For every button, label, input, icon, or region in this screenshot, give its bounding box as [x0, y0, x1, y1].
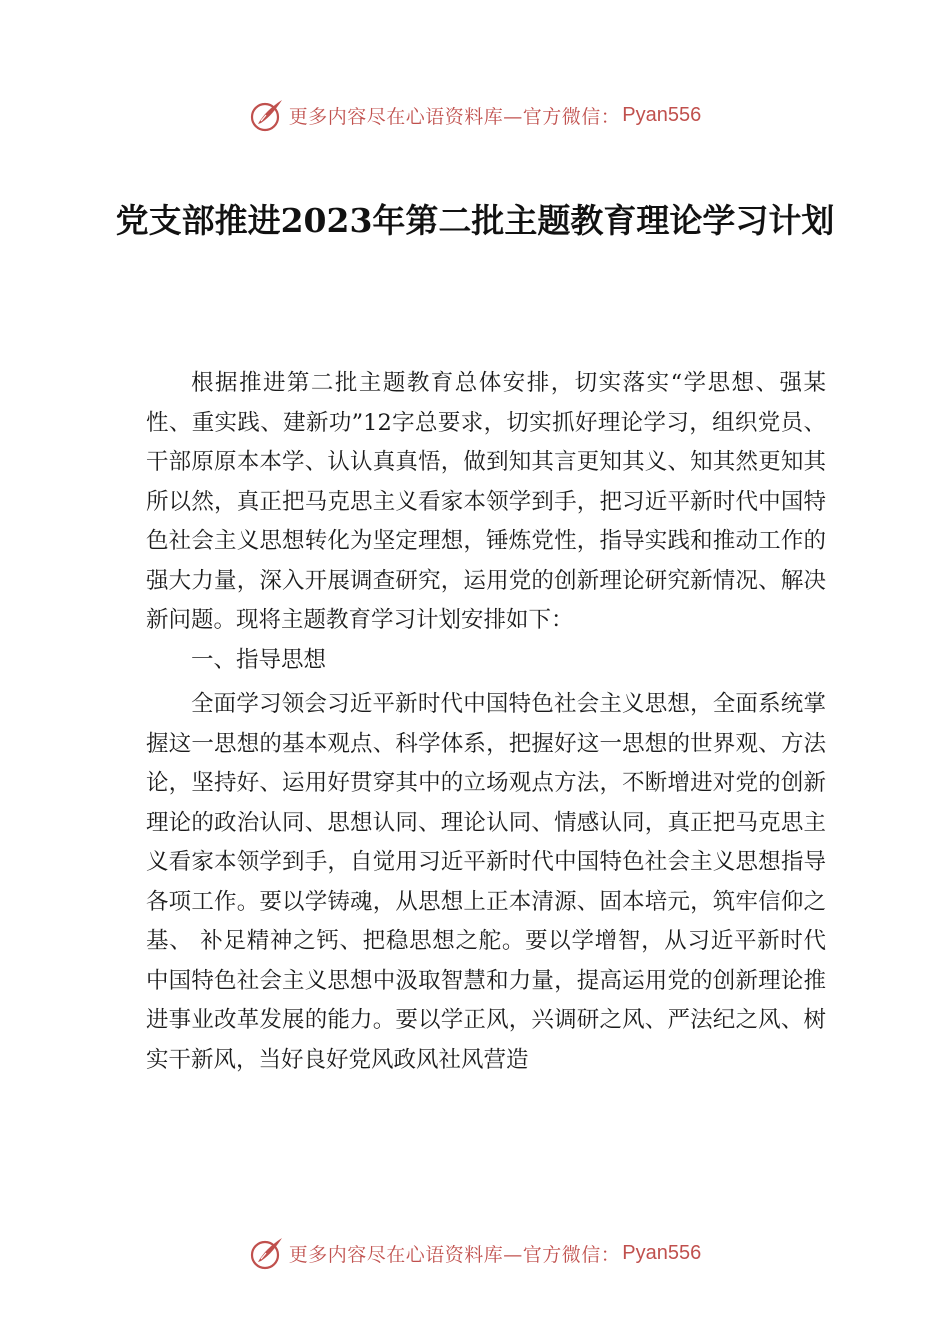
section-heading: 一、指导思想 [191, 646, 327, 673]
watermark-handle: Pyan556 [622, 103, 702, 126]
section-paragraph: 全面学习领会习近平新时代中国特色社会主义思想，全面系统掌握这一思想的基本观点、科学体系，把握好这一思想的世界观、方法论，坚持好、运用好贯穿其中的立场观点方法，不断增进对党的创新理论的政治认同、思想认同、理论认同、情感认同，真正把马克思主义看家本领学到手，自觉用习近平新时代中国特色社会主义思想指导各项工作。要以学铸魂，从思想上正本清源、固本培元，筑牢信仰之基、 补足精神之钙、把稳思想之舵。要以学增智，从习近平新时代中国特色社会主义思想中汲取智慧和力量，提高运用党的创新理论推进事业改革发展的能力。要以学正风，兴调研之风、严法纪之风、树实干新风，当好良好党风政风社风营造 [146, 691, 826, 1073]
watermark-text: 更多内容尽在心语资料库—官方微信： [288, 1243, 621, 1266]
quill-logo-icon [249, 97, 285, 133]
footer-watermark [0, 1233, 950, 1273]
watermark-text: 更多内容尽在心语资料库—官方微信： [288, 105, 621, 128]
document-body [146, 364, 826, 1080]
intro-paragraph: 根据推进第二批主题教育总体安排，切实落实“学思想、强某性、重实践、建新功”12字总要求，切实抓好理论学习，组织党员、干部原原本本学、认认真真悟，做到知其言更知其义、知其然更知其所以然，真正把马克思主义看家本领学到手，把习近平新时代中国特色社会主义思想转化为坚定理想，锤炼党性，指导实践和推动工作的强大力量，深入开展调查研究，运用党的创新理论研究新情况、解决新问题。现将主题教育学习计划安排如下： [146, 370, 826, 633]
header-watermark [0, 95, 950, 135]
document-title: 党支部推进2023年第二批主题教育理论学习计划 [115, 201, 835, 240]
quill-logo-icon [249, 1235, 285, 1271]
watermark-handle: Pyan556 [622, 1241, 702, 1264]
